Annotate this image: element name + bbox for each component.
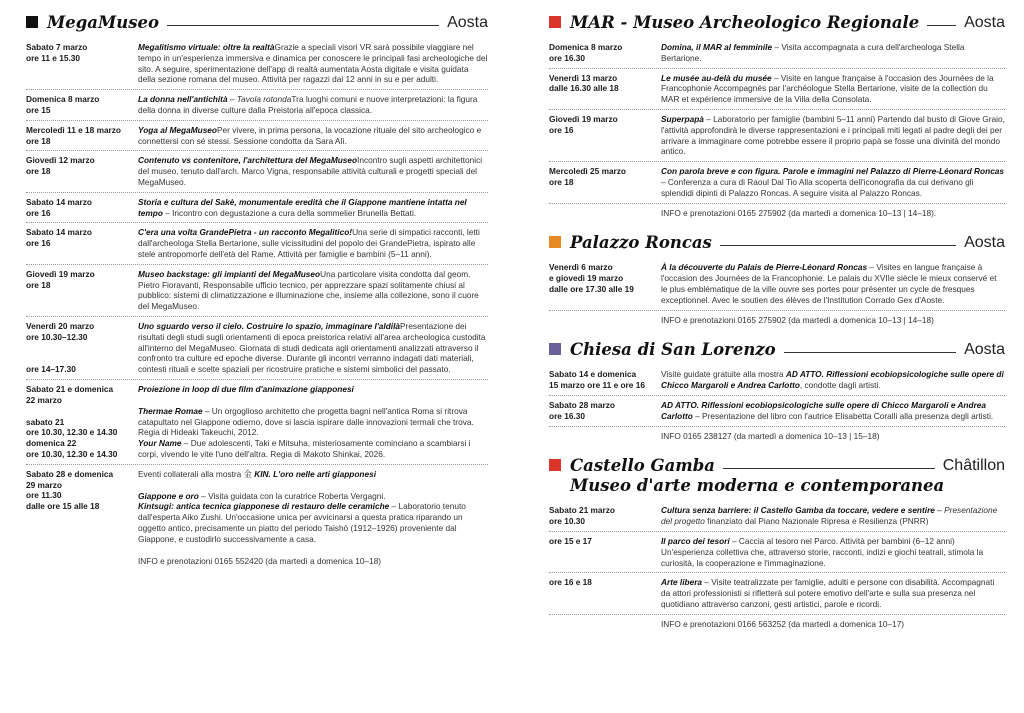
event-row [549,505,1005,532]
event-description: – Incontro con degustazione a cura della sommelier Brunella Bettati. [162,207,417,218]
event-title: Storia e cultura del Sakè, monumentale eredità che il Giappone mantiene intatta nel tempo [138,196,467,218]
event-row [549,536,1005,573]
left-column [26,14,488,567]
event-list [549,505,1005,614]
event-body [661,262,1005,305]
section-city: Aosta [964,341,1005,359]
event-body: Eventi collaterali alla mostra 金 KIN. L'oro nelle arti giapponesi Giappone e oro – Visita guidata con la curatrice Roberta Vergagni. Kintsugi: antica tecnica giapponese di restauro delle ceramiche – Laboratorio tenuto dall'esperta Aiko Zushi. Un'occasione unica per avvicinarsi a questa pratica riparando un oggetto antico, precisamente un piatto del periodo Taishō (1912–1926) proveniente dal Giappone, e custodirlo successivamente a casa. [138,468,466,544]
event-when: ore 16 e 18 [549,577,592,588]
event-list [549,262,1005,310]
event-title: C'era una volta GrandePietra - un racconto Megalitico! [138,227,353,238]
section-title: Castello Gamba [570,456,715,476]
event-row [549,73,1005,110]
event-description: – Visite en langue française à l'occasion des Journées de la Francophonie Accompagnés par l'archéologue Stella Bertarione, visite de la collection du MAR et expérience immersive de la Villa della Consolata. [661,72,994,105]
event-title: AD ATTO. Riflessioni ecobiopsicologiche sulle opere di Chicco Margaroli e Andrea Carlotto [661,369,1004,391]
event-description: Una serie di simpatici racconti, letti dall'archeologa Stella Bertarione, sulle vicissitudini del popolo dei GrandePietra, ispirato alle stele antropomorfe dell'età del Rame. Attività per famiglie e bambini (5–11 anni). [138,227,480,259]
event-list [549,369,1005,426]
event-row [549,369,1005,396]
event-when: Mercoledì 11 e 18 marzo ore 18 [26,124,122,146]
event-row [26,197,488,224]
event-body [661,400,1005,422]
event-body [661,73,1005,105]
event-title: Megalitismo virtuale: oltre la realtà [138,42,275,52]
event-row [26,469,488,545]
section-header-roncas [549,234,1005,252]
event-title: Cultura senza barriere: il Castello Gamba da toccare, vedere e sentire [661,505,935,516]
event-row [26,42,488,90]
event-when: Sabato 28 e domenica 29 marzo ore 11.30 dalle ore 15 alle 18 [26,468,114,512]
event-description: Una particolare visita condotta dal geom. Pietro Fioravanti, Responsabile ufficio tecnico, per apprezzare spazi solitamente chiusi al pubblico: sistemi di climatizzazione e illuminazione che, insieme alla collezione, sono il cuore del MegaMuseo. [138,268,479,312]
section-city: Aosta [964,14,1005,31]
section-city: Aosta [964,234,1005,252]
event-title: Contenuto vs contenitore, l'architettura del MegaMuseo [138,155,358,166]
event-title: Domina, il MAR al femminile [661,42,773,52]
event-when: Sabato 28 marzo ore 16.30 [549,399,615,421]
event-when: Venerdì 6 marzo e giovedì 19 marzo dalle ore 17.30 alle 19 [549,262,634,294]
event-title: Museo backstage: gli impianti del MegaMuseo [138,268,321,279]
event-body [138,197,488,219]
info-line: INFO 0165 238127 (da martedì a domenica 10–13 | 15–18) [661,430,880,441]
divider [723,468,935,469]
event-title: La donna nell'antichità [138,94,228,105]
event-description: , condotte dagli artisti. [799,380,881,391]
event-row [26,155,488,192]
event-title: Yoga al MegaMuseo [138,124,217,135]
event-row [26,384,488,465]
section-header-gamba [549,457,1005,475]
event-when: Sabato 14 marzo ore 16 [26,227,92,249]
event-row [26,321,488,380]
event-title: AD ATTO. Riflessioni ecobiopsicologiche sulle opere di Chicco Margaroli e Andrea Carlotto [661,399,987,421]
event-description: finanziato dal Piano Nazionale Ripresa e Resilienza (PNRR) [704,516,929,527]
event-row [549,114,1005,162]
section-subtitle: Museo d'arte moderna e contemporanea [570,476,945,496]
event-when: Giovedì 19 marzo ore 18 [26,268,95,290]
event-row [549,262,1005,310]
event-when: Mercoledì 25 marzo ore 18 [549,166,627,187]
event-when: Domenica 8 marzo ore 15 [26,94,100,115]
event-row [549,166,1005,203]
event-when: Sabato 21 e domenica 22 marzo sabato 21 ore 10.30, 12.30 e 14.30 domenica 22 ore 10.30, 12.30 e 14.30 [26,383,118,459]
event-description: Tra luoghi comuni e nuove interpretazioni: la figura della donna in diverse culture dalla Preistoria all'epoca classica. [138,94,478,115]
section-title: Palazzo Roncas [570,233,712,253]
event-description: Grazie a speciali visori VR sarà possibile viaggiare nel tempo in un'esperienza immersiva e dinamica per conoscere le principali fasi archeologiche del sito. A seguire, sperimentazione dell'app di realtà aumentata Aosta digitale e visita guidata della sezione romana del museo. Attività per ragazzi dai 12 anni in su e per adulti. [138,42,488,85]
event-list [549,42,1005,204]
section-title: MAR - Museo Archeologico Regionale [570,13,920,32]
event-body [661,42,1005,64]
event-body [661,577,1005,609]
event-body [138,321,488,375]
section-header-lorenzo [549,341,1005,359]
event-description: Incontro sugli aspetti architettonici del museo, tenuto dall'arch. Marco Vigna, responsabile attività culturali e progetti speciali del MegaMuseo. [138,155,483,187]
event-when: Domenica 8 marzo ore 16.30 [549,42,623,63]
event-description: – Presentazione del libro con l'autrice Elisabetta Coralli alla presenza degli artisti. [692,410,994,421]
section-header-megamuseo [26,14,488,32]
event-when: Sabato 14 e domenica 15 marzo ore 11 e ore 16 [549,369,645,391]
event-row [26,227,488,264]
event-row [26,94,488,121]
event-when: Giovedì 12 marzo ore 18 [26,155,95,177]
divider [784,352,956,353]
event-row [549,400,1005,427]
event-body: Proiezione in loop di due film d'animazione giapponesi Thermae Romae – Un orgoglioso architetto che progetta bagni nell'antica Roma si ritrova catapultato nel Giappone odierno, dove si lascia ispirare dalle innovazioni termali che trova. Regia di Hideaki Takeuchi, 2012. Your Name – Due adolescenti, Taki e Mitsuha, misteriosamente cominciano a scambiarsi i corpi, vivendo le vite l'uno dell'altra. Regia di Makoto Shinkai, 2026. [138,384,488,460]
event-when: Venerdì 20 marzo ore 10.30–12.30 ore 14–17.30 [26,320,95,375]
info-line: INFO e prenotazioni 0165 275902 (da martedì a domenica 10–13 | 14–18). [661,207,937,218]
event-body [138,155,488,187]
square-bullet-icon [549,236,561,248]
info-line: INFO e prenotazioni 0165 552420 (da martedì a domenica 10–18) [138,556,382,567]
square-bullet-icon [549,343,561,355]
event-title: Con parola breve e con figura. Parole e immagini nel Palazzo di Pierre-Léonard Roncas [661,166,1005,177]
event-description: – Visite teatralizzate per famiglie, adulti e persone con disabilità. Accompagnati da attori professionisti si rifletterà sul potere emotivo dell'arte e sulla sua presenza nel quotidiano attraverso canzoni, gesti artistici, parole e ricordi. [661,577,995,609]
event-when: ore 15 e 17 [549,535,592,546]
event-row [549,577,1005,614]
event-description: Presentazione dei risultati degli studi sugli orientamenti di epoca preistorica relativi all'area archeologica custodita all'interno del MegaMuseo. Giornata di studi dedicata agli orientamenti analizzati attraverso il confronto tra culture ed epoche diverse. Durante gli incontri verranno indagati dati materiali, contesti rituali e scelte spaziali per ricostruire pratiche e sistemi simbolici del passato. [138,320,486,375]
event-body [138,269,488,312]
info-line: INFO e prenotazioni 0166 563252 (da martedì a domenica 10–17) [661,618,905,629]
event-title: À la découverte du Palais de Pierre-Léonard Roncas [661,262,868,273]
event-title: Le musée au-delà du musée [661,72,772,83]
event-when: Sabato 21 marzo ore 10.30 [549,505,615,527]
event-title: Proiezione in loop di due film d'animazione giapponesi [138,383,354,394]
event-list [26,42,488,380]
square-bullet-icon [549,459,561,471]
event-description: – Laboratorio per famiglie (bambini 5–11 anni) Partendo dal busto di Giove Graio, l'attività approfondirà le diverse rappresentazioni e i principali miti legati al padre degli dei per arrivare a immaginare come potrebbe essere il proprio papà se fosse una divinità del mondo antico. [661,113,1005,157]
event-title: Arte libera [661,577,703,588]
section-city: Châtillon [942,457,1005,475]
event-body: Visite guidate gratuite alla mostra AD ATTO. Riflessioni ecobiopsicologiche sulle opere di Chicco Margaroli e Andrea Carlotto, condotte dagli artisti. [661,369,1004,391]
event-when: Venerdì 13 marzo dalle 16.30 alle 18 [549,72,619,94]
event-row [549,42,1005,69]
event-body [661,536,1005,568]
event-body [138,125,488,147]
square-bullet-icon [26,16,38,28]
event-description: – Visita accompagnata a cura dell'archeologa Stella Bertarione. [661,42,965,63]
event-title: Uno sguardo verso il cielo. Costruire lo spazio, immaginare l'aldilà [138,320,401,331]
event-body [661,114,1005,157]
event-body: La donna nell'antichità – Tavola rotondaTra luoghi comuni e nuove interpretazioni: la figura della donna in diverse culture dalla Preistoria all'epoca classica. [138,94,478,115]
event-when: Giovedì 19 marzo ore 16 [549,113,618,135]
event-description: – Visites en langue française à l'occasion des Journées de la Francophonie. Le palais du XVIIe siècle le mieux conservé et le plus emblématique de la ville ouvre ses portes pour présenter un cycle de fresques exceptionnel. Avec le soutien des élèves de l'Institution Corrado Gex d'Aoste. [661,262,997,305]
event-description: Per vivere, in prima persona, la vocazione rituale del sito archeologico e connettersi con sé stessi. Sessione condotta da Sara Alì. [138,124,482,146]
event-when: Sabato 14 marzo ore 16 [26,196,92,218]
event-row [26,269,488,317]
event-title: Il parco dei tesori [661,535,730,546]
event-when: Sabato 7 marzo ore 11 e 15.30 [26,42,88,63]
divider [927,25,956,26]
event-title: Superpapà [661,113,704,124]
section-title: Chiesa di San Lorenzo [570,340,776,360]
event-body [138,42,488,85]
section-title: MegaMuseo [47,13,160,32]
divider [167,25,439,26]
event-body: Cultura senza barriere: il Castello Gamba da toccare, vedere e sentire – Presentazione del progetto finanziato dal Piano Nazionale Ripresa e Resilienza (PNRR) [661,505,998,527]
section-city: Aosta [447,14,488,31]
event-body [138,227,488,259]
event-body [661,166,1005,198]
info-line: INFO e prenotazioni 0165 275902 (da martedì a domenica 10–13 | 14–18) [661,314,934,325]
divider [720,245,956,246]
square-bullet-icon [549,16,561,28]
event-row [26,125,488,152]
event-description: – Conferenza a cura di Raoul Dal Tio Alla scoperta dell'iconografia da cui derivano gli splendidi dipinti di Palazzo Roncas. A seguire visita al Palazzo Roncas. [661,176,974,198]
section-header-mar [549,14,1005,32]
right-column [549,14,1005,630]
event-description: – Caccia al tesoro nel Parco. Attività per bambini (6–12 anni) Un'esperienza collettiva che, attraverso storie, racconti, indizi e giochi teatrali, stimola la curiosità, la cooperazione e l'immaginazione. [661,535,984,568]
